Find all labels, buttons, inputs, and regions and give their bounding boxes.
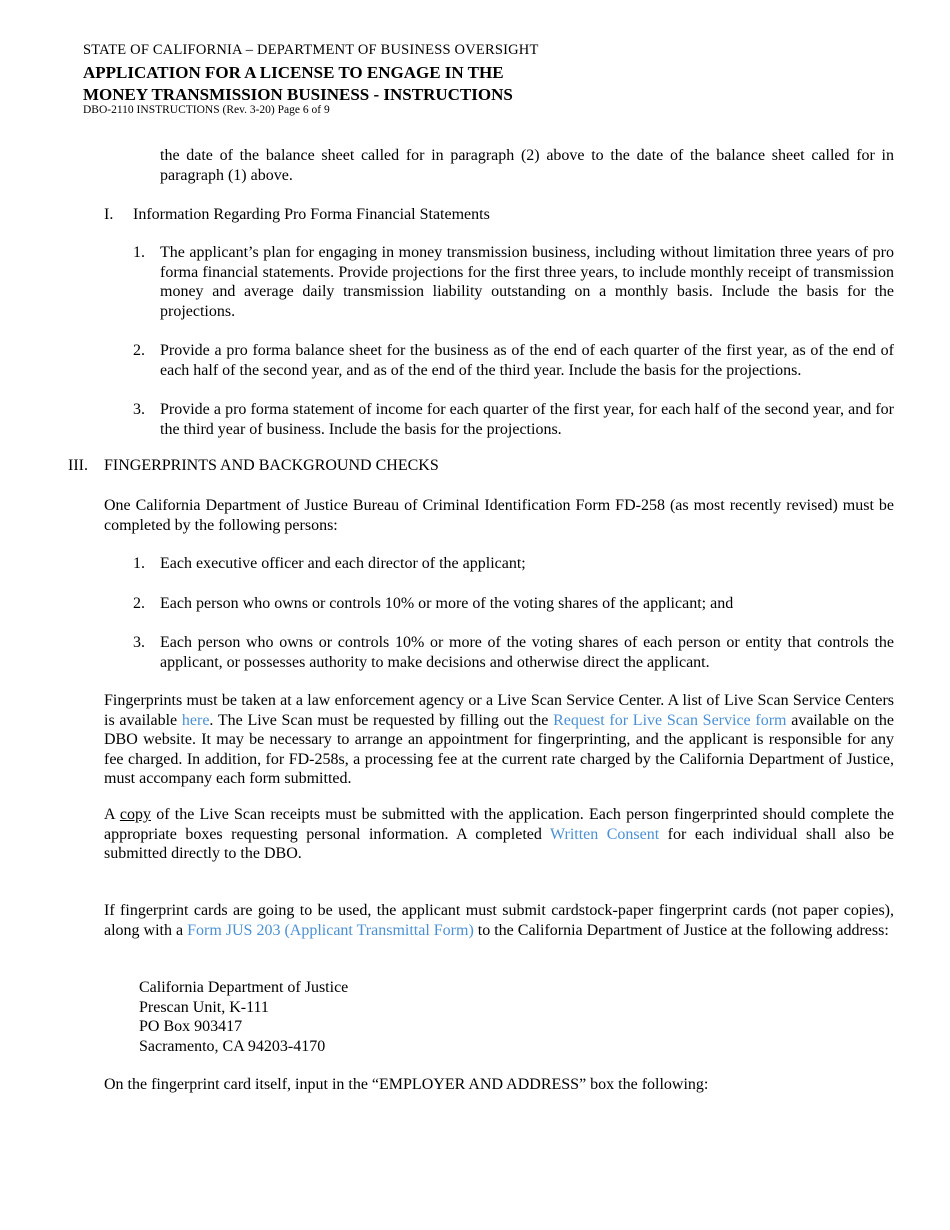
section-i-item-1: The applicant’s plan for engaging in money transmission business, including without limitation three years of pro forma financial statements. Provide projections for the first three years, to include monthly receipt of transmission money and average daily transmission liability outstanding on a monthly basis. Include the basis for the projections.	[160, 244, 894, 320]
section-iii-item-1: Each executive officer and each director of the applicant;	[160, 555, 526, 572]
form-id-page-number: DBO-2110 INSTRUCTIONS (Rev. 3-20) Page 6 of 9	[83, 104, 330, 116]
live-scan-request-form-link[interactable]: Request for Live Scan Service form	[553, 711, 787, 729]
agency-header: STATE OF CALIFORNIA – DEPARTMENT OF BUSINESS OVERSIGHT	[83, 42, 539, 58]
section-i-item-3-number: 3.	[133, 401, 145, 418]
continuation-paragraph: the date of the balance sheet called for in paragraph (2) above to the date of the balance sheet called for in paragraph (1) above.	[160, 147, 894, 184]
address-line: PO Box 903417	[139, 1018, 243, 1036]
title-line-2: MONEY TRANSMISSION BUSINESS - INSTRUCTIONS	[83, 85, 513, 104]
section-iii-marker: III.	[68, 457, 88, 474]
copy-underlined: copy	[119, 806, 151, 823]
section-iii-item-3: Each person who owns or controls 10% or more of the voting shares of each person or entity that controls the applicant, or possesses authority to make decisions and otherwise direct the applicant.	[160, 634, 894, 671]
title-line-1: APPLICATION FOR A LICENSE TO ENGAGE IN THE	[83, 63, 504, 82]
live-scan-centers-link[interactable]: here	[181, 711, 210, 729]
employer-address-instruction: On the fingerprint card itself, input in the “EMPLOYER AND ADDRESS” box the following:	[104, 1076, 709, 1093]
section-i-item-1-number: 1.	[133, 244, 145, 261]
section-iii-intro: One California Department of Justice Bureau of Criminal Identification Form FD-258 (as most recently revised) must be completed by the following persons:	[104, 497, 894, 534]
section-i-title: Information Regarding Pro Forma Financial Statements	[133, 206, 490, 223]
form-jus-203-link[interactable]: Form JUS 203 (Applicant Transmittal Form)	[187, 921, 474, 939]
live-scan-paragraph: Fingerprints must be taken at a law enforcement agency or a Live Scan Service Center. A list of Live Scan Service Centers is available here. The Live Scan must be requested by filling out the Request for Live Scan Service form available on the DBO website. It may be necessary to arrange an appointment for fingerprinting, and the applicant is responsible for any fee charged. In addition, for FD-258s, a processing fee at the current rate charged by the California Department of Justice, must accompany each form submitted.	[104, 692, 894, 787]
fingerprint-cards-paragraph: If fingerprint cards are going to be used, the applicant must submit cardstock-paper fingerprint cards (not paper copies), along with a Form JUS 203 (Applicant Transmittal Form) to the California Department of Justice at the following address:	[104, 902, 894, 939]
section-iii-item-2-number: 2.	[133, 595, 145, 612]
section-iii-item-1-number: 1.	[133, 555, 145, 572]
document-title	[83, 62, 513, 106]
receipts-paragraph: A copy of the Live Scan receipts must be submitted with the application. Each person fingerprinted should complete the appropriate boxes requesting personal information. A completed Written Consent for each individual shall also be submitted directly to the DBO.	[104, 806, 895, 862]
address-line: Prescan Unit, K-111	[139, 998, 269, 1016]
section-iii-item-3-number: 3.	[133, 634, 145, 651]
address-line: California Department of Justice	[139, 979, 349, 996]
section-i-item-2: Provide a pro forma balance sheet for the business as of the end of each quarter of the first year, as of the end of each half of the second year, and as of the end of the third year. Include the basis for the projections.	[160, 342, 894, 379]
doj-mailing-address	[139, 978, 348, 1057]
written-consent-link[interactable]: Written Consent	[550, 825, 660, 843]
address-line: Sacramento, CA 94203-4170	[139, 1038, 326, 1056]
section-iii-item-2: Each person who owns or controls 10% or more of the voting shares of the applicant; and	[160, 595, 734, 612]
section-i-marker: I.	[104, 206, 114, 223]
section-iii-title: FINGERPRINTS AND BACKGROUND CHECKS	[104, 457, 439, 474]
section-i-item-2-number: 2.	[133, 342, 145, 359]
section-i-item-3: Provide a pro forma statement of income for each quarter of the first year, for each half of the second year, and for the third year of business. Include the basis for the projections.	[160, 401, 894, 438]
